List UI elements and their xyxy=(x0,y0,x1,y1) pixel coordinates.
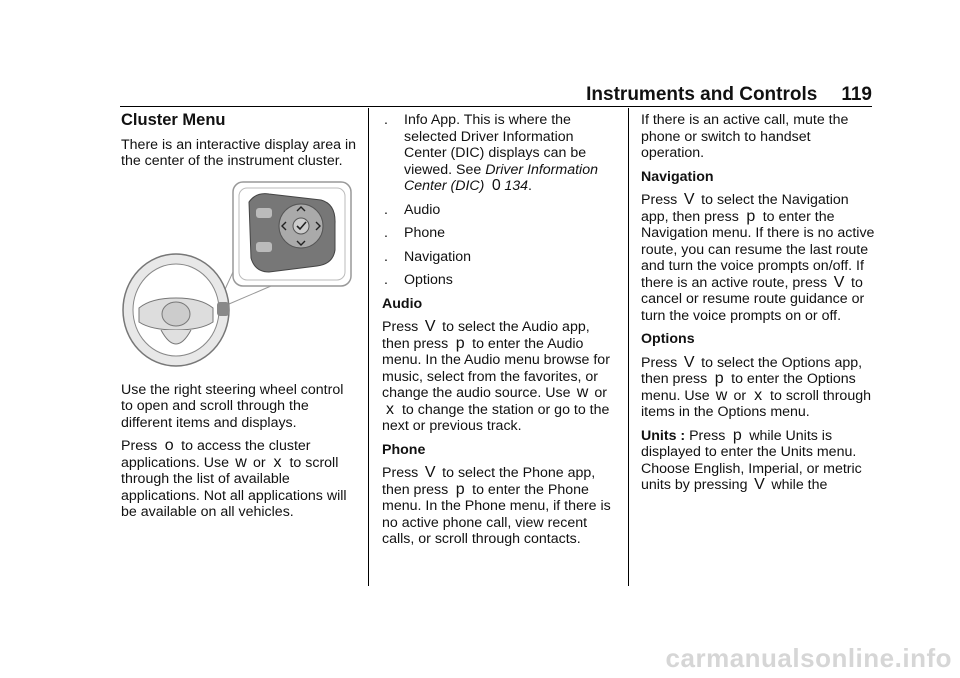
right-arrow-icon: p xyxy=(455,480,465,498)
steering-control-paragraph: Use the right steering wheel control to open and scroll through the different items and displays. xyxy=(121,381,344,431)
audio-paragraph: Press V to select the Audio app, then press p to enter the Audio menu. In the Audio menu browse for music, select from the favorites, or change the audio source. Use w or x to change the station or go to the next or previous track. xyxy=(382,318,610,434)
down-arrow-icon: x xyxy=(754,386,763,404)
page-header xyxy=(586,84,872,106)
column-3 xyxy=(641,112,877,501)
options-paragraph: Press V to select the Options app, then press p to enter the Options menu. Use w or x to scroll through items in the Options menu. xyxy=(641,353,871,420)
options-heading: Options xyxy=(641,331,695,347)
units-label: Units : xyxy=(641,427,686,444)
audio-heading: Audio xyxy=(382,295,423,312)
down-arrow-icon: x xyxy=(273,453,282,471)
active-call-paragraph: If there is an active call, mute the phone or switch to handset operation. xyxy=(641,112,849,161)
phone-paragraph: Press V to select the Phone app, then press p to enter the Phone menu. In the Phone menu, if there is no active phone call, view recent calls, or scroll through contacts. xyxy=(382,464,611,547)
select-check-icon: V xyxy=(683,353,695,371)
navigation-paragraph: Press V to select the Navigation app, then press p to enter the Navigation menu. If there is no active route, you can resume the last route and turn the voice prompts on/off. If there is an active route, press V to cancel or resume route guidance or turn the voice prompts on or off. xyxy=(641,191,875,324)
up-arrow-icon: w xyxy=(715,386,728,404)
list-item-info-app: . Info App. This is where the selected Driver Information Center (DIC) displays can be viewed. See Driver Information Center (DIC) 0 134. xyxy=(384,112,598,194)
select-check-icon: V xyxy=(683,191,695,208)
phone-heading: Phone xyxy=(382,441,426,458)
navigation-heading: Navigation xyxy=(641,168,714,185)
list-item-phone: . Phone xyxy=(384,225,446,241)
cluster-menu-heading: Cluster Menu xyxy=(121,111,226,129)
list-item-options: . Options xyxy=(384,272,453,288)
down-arrow-icon: x xyxy=(386,400,394,418)
column-divider-1 xyxy=(368,108,369,586)
intro-paragraph: There is an interactive display area in the center of the instrument cluster. xyxy=(121,136,357,169)
select-check-icon: V xyxy=(424,318,436,335)
column-2 xyxy=(382,112,620,555)
select-check-icon: V xyxy=(424,464,436,481)
list-item-audio: . Audio xyxy=(384,201,441,218)
right-arrow-icon: p xyxy=(714,370,724,387)
right-arrow-icon: p xyxy=(732,426,742,444)
press-paragraph: Press o to access the cluster applications. Use w or x to scroll through the list of available applications. Not all applications will be available on all vehicles. xyxy=(121,437,347,520)
page-number: 119 xyxy=(841,84,872,105)
home-button-icon: o xyxy=(164,437,174,454)
watermark: carmanualsonline.info xyxy=(665,643,952,673)
up-arrow-icon: w xyxy=(576,384,589,401)
page-reference-icon: 0 xyxy=(491,177,501,194)
units-paragraph: Units : Press p while Units is displayed to enter the Units menu. Choose English, Imperial, or metric units by pressing V while the xyxy=(641,426,862,493)
select-check-icon: V xyxy=(754,476,765,493)
column-1 xyxy=(121,112,359,528)
up-arrow-icon: w xyxy=(235,453,247,471)
dic-reference-link[interactable]: Driver Information Center (DIC) xyxy=(404,161,598,194)
list-item-navigation: . Navigation xyxy=(384,248,472,265)
header-rule xyxy=(120,106,872,107)
column-divider-2 xyxy=(628,108,629,586)
right-arrow-icon: p xyxy=(455,334,465,352)
steering-wheel-illustration xyxy=(121,180,363,370)
dic-page-link[interactable]: 134 xyxy=(504,178,529,194)
right-arrow-icon: p xyxy=(746,207,756,225)
select-check-icon: V xyxy=(833,273,845,291)
section-title: Instruments and Controls xyxy=(586,84,818,105)
